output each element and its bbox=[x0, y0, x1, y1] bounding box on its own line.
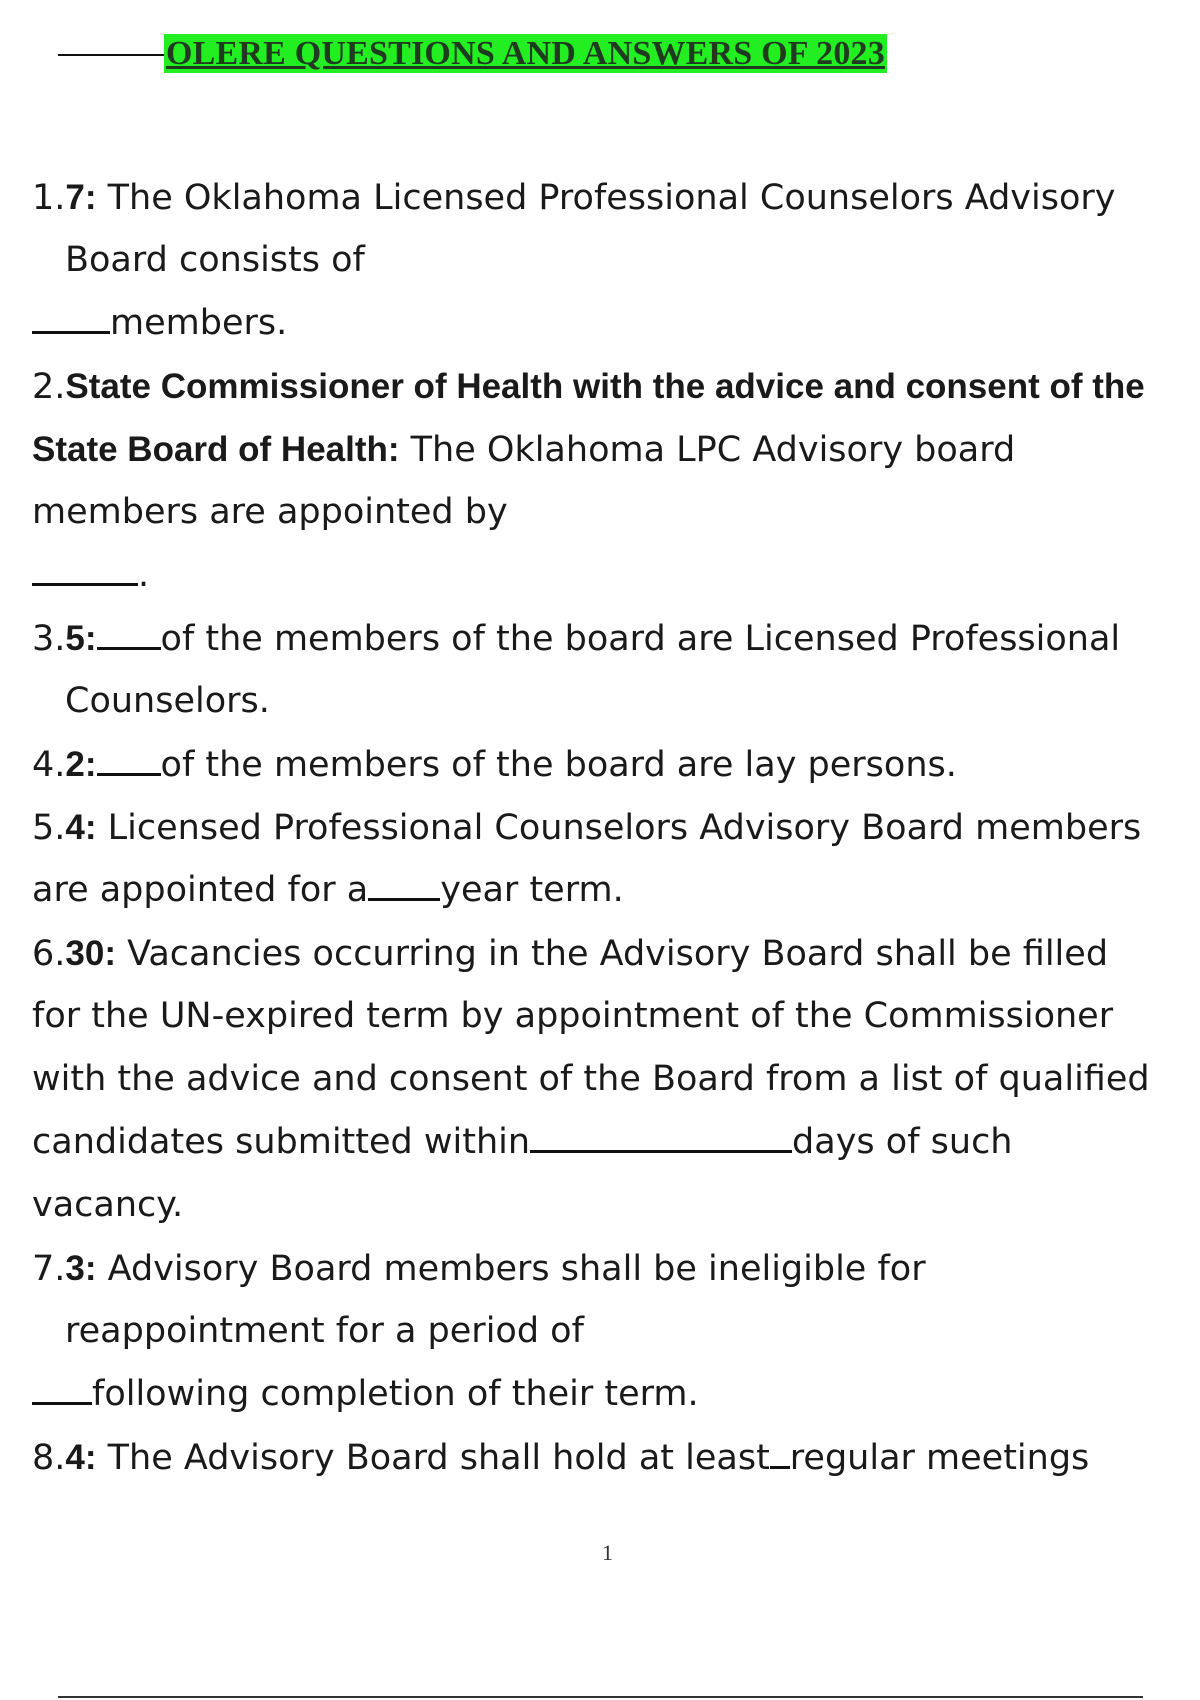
q6-text-4a: candidates submitted within bbox=[32, 1122, 531, 1162]
q7-text-2: reappointment for a period of bbox=[65, 1311, 584, 1351]
q1-line-3 bbox=[32, 292, 1192, 355]
q1-text-1: The Oklahoma Licensed Professional Counselors Advisory bbox=[96, 178, 1116, 218]
q2-number: 2. bbox=[32, 367, 66, 407]
q1-text-2: Board consists of bbox=[65, 240, 365, 280]
q7-blank bbox=[32, 1369, 92, 1405]
q3-number: 3. bbox=[32, 619, 66, 659]
q6-text-4b: days of such bbox=[792, 1122, 1013, 1162]
q6-text-2: for the UN-expired term by appointment of the Commissioner bbox=[32, 996, 1114, 1036]
q6-line-4 bbox=[32, 1111, 1192, 1174]
q3-line-1 bbox=[32, 607, 1192, 670]
q8-blank bbox=[770, 1433, 790, 1469]
q8-text-1b: regular meetings bbox=[789, 1438, 1090, 1478]
q1-text-3: members. bbox=[110, 303, 288, 343]
q7-line-1 bbox=[32, 1237, 1192, 1300]
q1-line-2 bbox=[32, 229, 1192, 292]
q2-answer-1: State Commissioner of Health with the advice and consent of the bbox=[65, 367, 1145, 406]
q8-answer: 4: bbox=[65, 1438, 97, 1477]
q2-line-3 bbox=[32, 481, 1192, 544]
page-number: 1 bbox=[602, 1540, 613, 1565]
q1-answer: 7: bbox=[65, 178, 97, 217]
q3-answer: 5: bbox=[65, 619, 97, 658]
q1-number: 1. bbox=[32, 178, 66, 218]
q4-blank bbox=[97, 740, 161, 776]
q7-text-1: Advisory Board members shall be ineligible for bbox=[96, 1249, 926, 1289]
q5-text-2b: year term. bbox=[440, 870, 624, 910]
q3-text-1: of the members of the board are Licensed Professional bbox=[160, 619, 1121, 659]
q1-blank bbox=[32, 298, 110, 334]
q4-answer: 2: bbox=[65, 745, 97, 784]
title-rule bbox=[58, 54, 164, 56]
q2-line-4 bbox=[32, 544, 1192, 607]
q6-line-3 bbox=[32, 1048, 1192, 1111]
q2-text-4: . bbox=[138, 555, 150, 595]
q7-answer: 3: bbox=[65, 1249, 97, 1288]
q4-line-1 bbox=[32, 733, 1192, 796]
q6-number: 6. bbox=[32, 934, 66, 974]
q3-text-2: Counselors. bbox=[65, 681, 270, 721]
q6-text-5: vacancy. bbox=[32, 1185, 184, 1225]
q5-text-1: Licensed Professional Counselors Advisory Board members bbox=[96, 808, 1142, 848]
footer-rule bbox=[58, 1696, 1143, 1698]
title-row bbox=[58, 28, 887, 78]
q2-line-1 bbox=[32, 355, 1192, 418]
q8-number: 8. bbox=[32, 1438, 66, 1478]
q5-line-2 bbox=[32, 859, 1192, 922]
q6-text-1: Vacancies occurring in the Advisory Board shall be filled bbox=[116, 934, 1109, 974]
q6-line-1 bbox=[32, 922, 1192, 985]
q2-answer-2: State Board of Health: bbox=[32, 430, 400, 469]
q1-line-1 bbox=[32, 166, 1192, 229]
q6-answer: 30: bbox=[65, 934, 116, 973]
q6-line-2 bbox=[32, 985, 1192, 1048]
q5-text-2a: are appointed for a bbox=[32, 870, 369, 910]
q5-line-1 bbox=[32, 796, 1192, 859]
q4-text-1: of the members of the board are lay persons. bbox=[160, 745, 957, 785]
q2-line-2 bbox=[32, 418, 1192, 481]
q7-text-3: following completion of their term. bbox=[92, 1374, 699, 1414]
q4-number: 4. bbox=[32, 745, 66, 785]
q8-text-1a: The Advisory Board shall hold at least bbox=[96, 1438, 770, 1478]
q5-answer: 4: bbox=[65, 808, 97, 847]
q6-line-5 bbox=[32, 1174, 1192, 1237]
q2-text-2: The Oklahoma LPC Advisory board bbox=[399, 430, 1016, 470]
q5-blank bbox=[368, 865, 440, 901]
q6-text-3: with the advice and consent of the Board from a list of qualified bbox=[32, 1059, 1150, 1099]
q6-blank bbox=[530, 1117, 792, 1153]
q7-number: 7. bbox=[32, 1249, 66, 1289]
q3-blank bbox=[97, 614, 161, 650]
q7-line-3 bbox=[32, 1363, 1192, 1426]
q5-number: 5. bbox=[32, 808, 66, 848]
q2-blank bbox=[32, 550, 138, 586]
q2-text-3: members are appointed by bbox=[32, 492, 508, 532]
document-title: OLERE QUESTIONS AND ANSWERS OF 2023 bbox=[166, 34, 885, 72]
q8-line-1 bbox=[32, 1426, 1192, 1489]
question-list bbox=[32, 166, 1192, 1489]
q3-line-2 bbox=[32, 670, 1192, 733]
q7-line-2 bbox=[32, 1300, 1192, 1363]
